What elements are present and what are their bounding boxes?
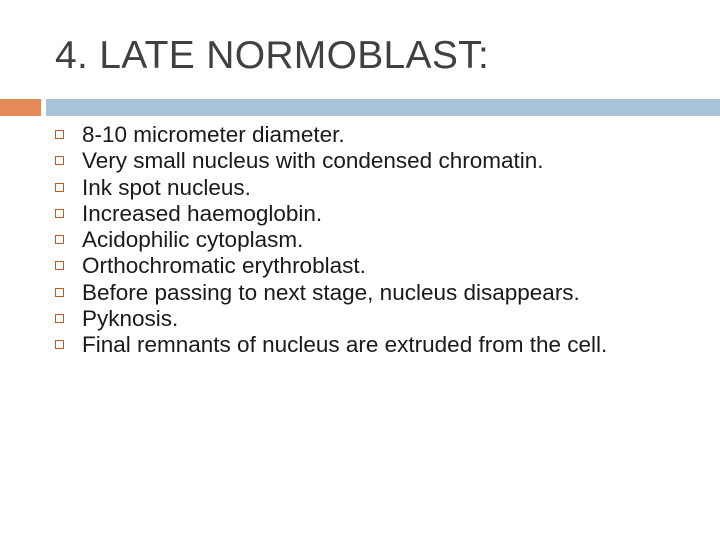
bullet-text: Ink spot nucleus. — [82, 174, 251, 200]
bullet-item — [55, 253, 705, 279]
bullet-item — [55, 175, 705, 201]
square-bullet-icon — [55, 314, 64, 323]
bullet-item — [55, 122, 705, 148]
bullet-text: Acidophilic cytoplasm. — [82, 227, 304, 253]
bullet-text: Final remnants of nucleus are extruded from the cell. — [82, 332, 608, 358]
square-bullet-icon — [55, 183, 64, 192]
square-bullet-icon — [55, 288, 64, 297]
bullet-text: Increased haemoglobin. — [82, 200, 323, 226]
bullet-item — [55, 201, 705, 227]
slide-title: 4. LATE NORMOBLAST: — [55, 34, 490, 77]
bullet-text: 8-10 micrometer diameter. — [82, 122, 345, 147]
bullet-item — [55, 280, 705, 306]
bullet-text: Before passing to next stage, nucleus disappears. — [82, 279, 580, 305]
square-bullet-icon — [55, 261, 64, 270]
bullet-text: Pyknosis. — [82, 306, 179, 332]
bullet-item — [55, 332, 705, 358]
square-bullet-icon — [55, 130, 64, 139]
bullet-item — [55, 227, 705, 253]
square-bullet-icon — [55, 235, 64, 244]
square-bullet-icon — [55, 340, 64, 349]
bullet-text: Orthochromatic erythroblast. — [82, 253, 366, 279]
bullet-item — [55, 306, 705, 332]
bullet-text: Very small nucleus with condensed chromatin. — [82, 148, 544, 174]
accent-bar-orange — [0, 99, 41, 116]
bullet-list — [55, 122, 705, 359]
square-bullet-icon — [55, 156, 64, 165]
square-bullet-icon — [55, 209, 64, 218]
accent-bar-blue — [46, 99, 720, 116]
bullet-item — [55, 148, 705, 174]
